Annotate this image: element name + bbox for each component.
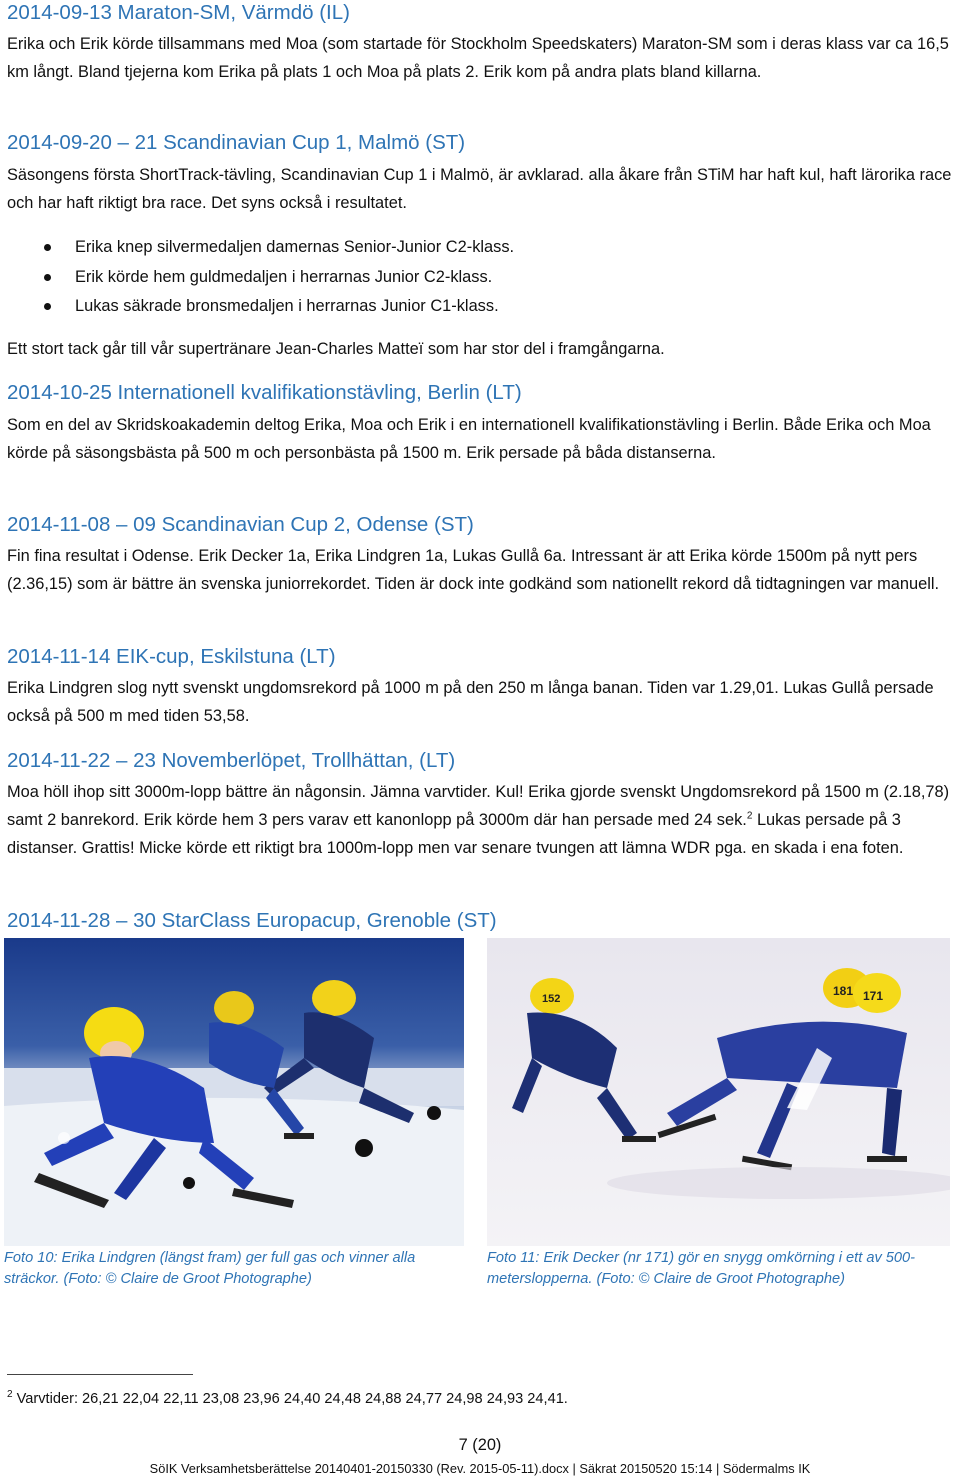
- list-item: [7, 292, 514, 322]
- section-body-scandinavian-cup-1: Säsongens första ShortTrack-tävling, Scandinavian Cup 1 i Malmö, är avklarad. alla åkare från STiM har haft kul, haft lärorika race och har haft riktigt bra race. Det syns också i resultatet.: [7, 166, 952, 212]
- skating-photo-image: [4, 938, 464, 1246]
- section-body-maraton-sm: Erika och Erik körde tillsammans med Moa (som startade för Stockholm Speedskaters) Maraton-SM som i deras klass var ca 16,5 km långt. Bland tjejerna kom Erika på plats 1 och Moa på plats 2. Erik kom på andra plats bland killarna.: [7, 35, 949, 81]
- photo-caption-10: Foto 10: Erika Lindgren (längst fram) ger full gas och vinner alla sträckor. (Foto: © Claire de Groot Photographe): [4, 1250, 416, 1287]
- section-body-berlin: Som en del av Skridskoakademin deltog Erika, Moa och Erik i en internationell kvalifikationstävling i Berlin. Både Erika och Moa körde på säsongsbästa på 500 m och personbästa på 1500 m. Erik persade på båda distanserna.: [7, 416, 931, 462]
- skating-photo-image: [487, 938, 950, 1246]
- list-item: [7, 233, 514, 263]
- body-text-part-1: Moa höll ihop sitt 3000m-lopp bättre än någonsin. Jämna varvtider. Kul! Erika gjorde svenskt Ungdomsrekord på 1500 m (2.18,78) samt 2 banrekord. Erik körde hem 3 pers varav ett kanonlopp på 3000m där han persade med 24 sek.: [7, 783, 950, 829]
- bullet-icon: [44, 303, 51, 310]
- section-body-novemberlopet: [7, 778, 957, 862]
- section-body-eik-cup: Erika Lindgren slog nytt svenskt ungdomsrekord på 1000 m på den 250 m långa banan. Tiden var 1.29,01. Lukas Gullå persade också på 500 m med tiden 53,58.: [7, 679, 934, 725]
- footnote-divider: [7, 1374, 193, 1375]
- list-item-text: Lukas säkrade bronsmedaljen i herrarnas Junior C1-klass.: [75, 297, 499, 315]
- page-footer: SöIK Verksamhetsberättelse 20140401-20150330 (Rev. 2015-05-11).docx | Säkrat 20150520 15:14 | Södermalms IK: [149, 1461, 811, 1476]
- section-heading-scandinavian-cup-2: 2014-11-08 – 09 Scandinavian Cup 2, Odense (ST): [7, 513, 474, 536]
- bullet-icon: [44, 244, 51, 251]
- footnote-text: Varvtider: 26,21 22,04 22,11 23,08 23,96 24,40 24,48 24,88 24,77 24,98 24,93 24,41.: [16, 1391, 568, 1407]
- bib-number-152: 152: [542, 993, 561, 1005]
- section-thanks-paragraph: Ett stort tack går till vår supertränare Jean-Charles Matteï som har stor del i framgångarna.: [7, 340, 665, 358]
- bib-number-181: 181: [833, 984, 854, 998]
- footnote-number: 2: [7, 1389, 13, 1401]
- section-heading-berlin: 2014-10-25 Internationell kvalifikationstävling, Berlin (LT): [7, 381, 522, 404]
- section-heading-novemberlopet: 2014-11-22 – 23 Novemberlöpet, Trollhättan, (LT): [7, 749, 456, 772]
- photo-erik-decker: [487, 938, 950, 1246]
- section-body-scandinavian-cup-2: Fin fina resultat i Odense. Erik Decker 1a, Erika Lindgren 1a, Lukas Gullå 6a. Intressant är att Erika körde 1500m på nytt pers (2.36,15) som är bättre än svenska juniorrekordet. Tiden är dock inte godkänd som nationellt rekord då tidtagningen var manuell.: [7, 547, 940, 593]
- list-item-text: Erika knep silvermedaljen damernas Senior-Junior C2-klass.: [75, 238, 515, 256]
- section-heading-maraton-sm: 2014-09-13 Maraton-SM, Värmdö (IL): [7, 1, 350, 24]
- bullet-icon: [44, 274, 51, 281]
- footnote-reference[interactable]: 2: [746, 810, 753, 822]
- photo-caption-11: Foto 11: Erik Decker (nr 171) gör en snygg omkörning i ett av 500-meterslopperna. (Foto: © Claire de Groot Photographe): [487, 1250, 916, 1287]
- section-heading-starclass: 2014-11-28 – 30 StarClass Europacup, Grenoble (ST): [7, 909, 497, 932]
- list-item: [7, 263, 514, 293]
- results-bullet-list: [7, 233, 514, 322]
- body-text-part-2: Lukas persade på 3 distanser. Grattis! Micke körde ett riktigt bra 1000m-lopp men var senare tvungen att lämna WDR pga. en skada i ena foten.: [7, 811, 904, 857]
- section-heading-eik-cup: 2014-11-14 EIK-cup, Eskilstuna (LT): [7, 645, 336, 668]
- photo-erika-lindgren: [4, 938, 464, 1246]
- section-heading-scandinavian-cup-1: 2014-09-20 – 21 Scandinavian Cup 1, Malmö (ST): [7, 131, 466, 154]
- list-item-text: Erik körde hem guldmedaljen i herrarnas Junior C2-klass.: [75, 267, 493, 286]
- page-number: 7 (20): [458, 1436, 502, 1454]
- bib-number-171: 171: [863, 989, 884, 1003]
- footnote: [7, 1388, 568, 1410]
